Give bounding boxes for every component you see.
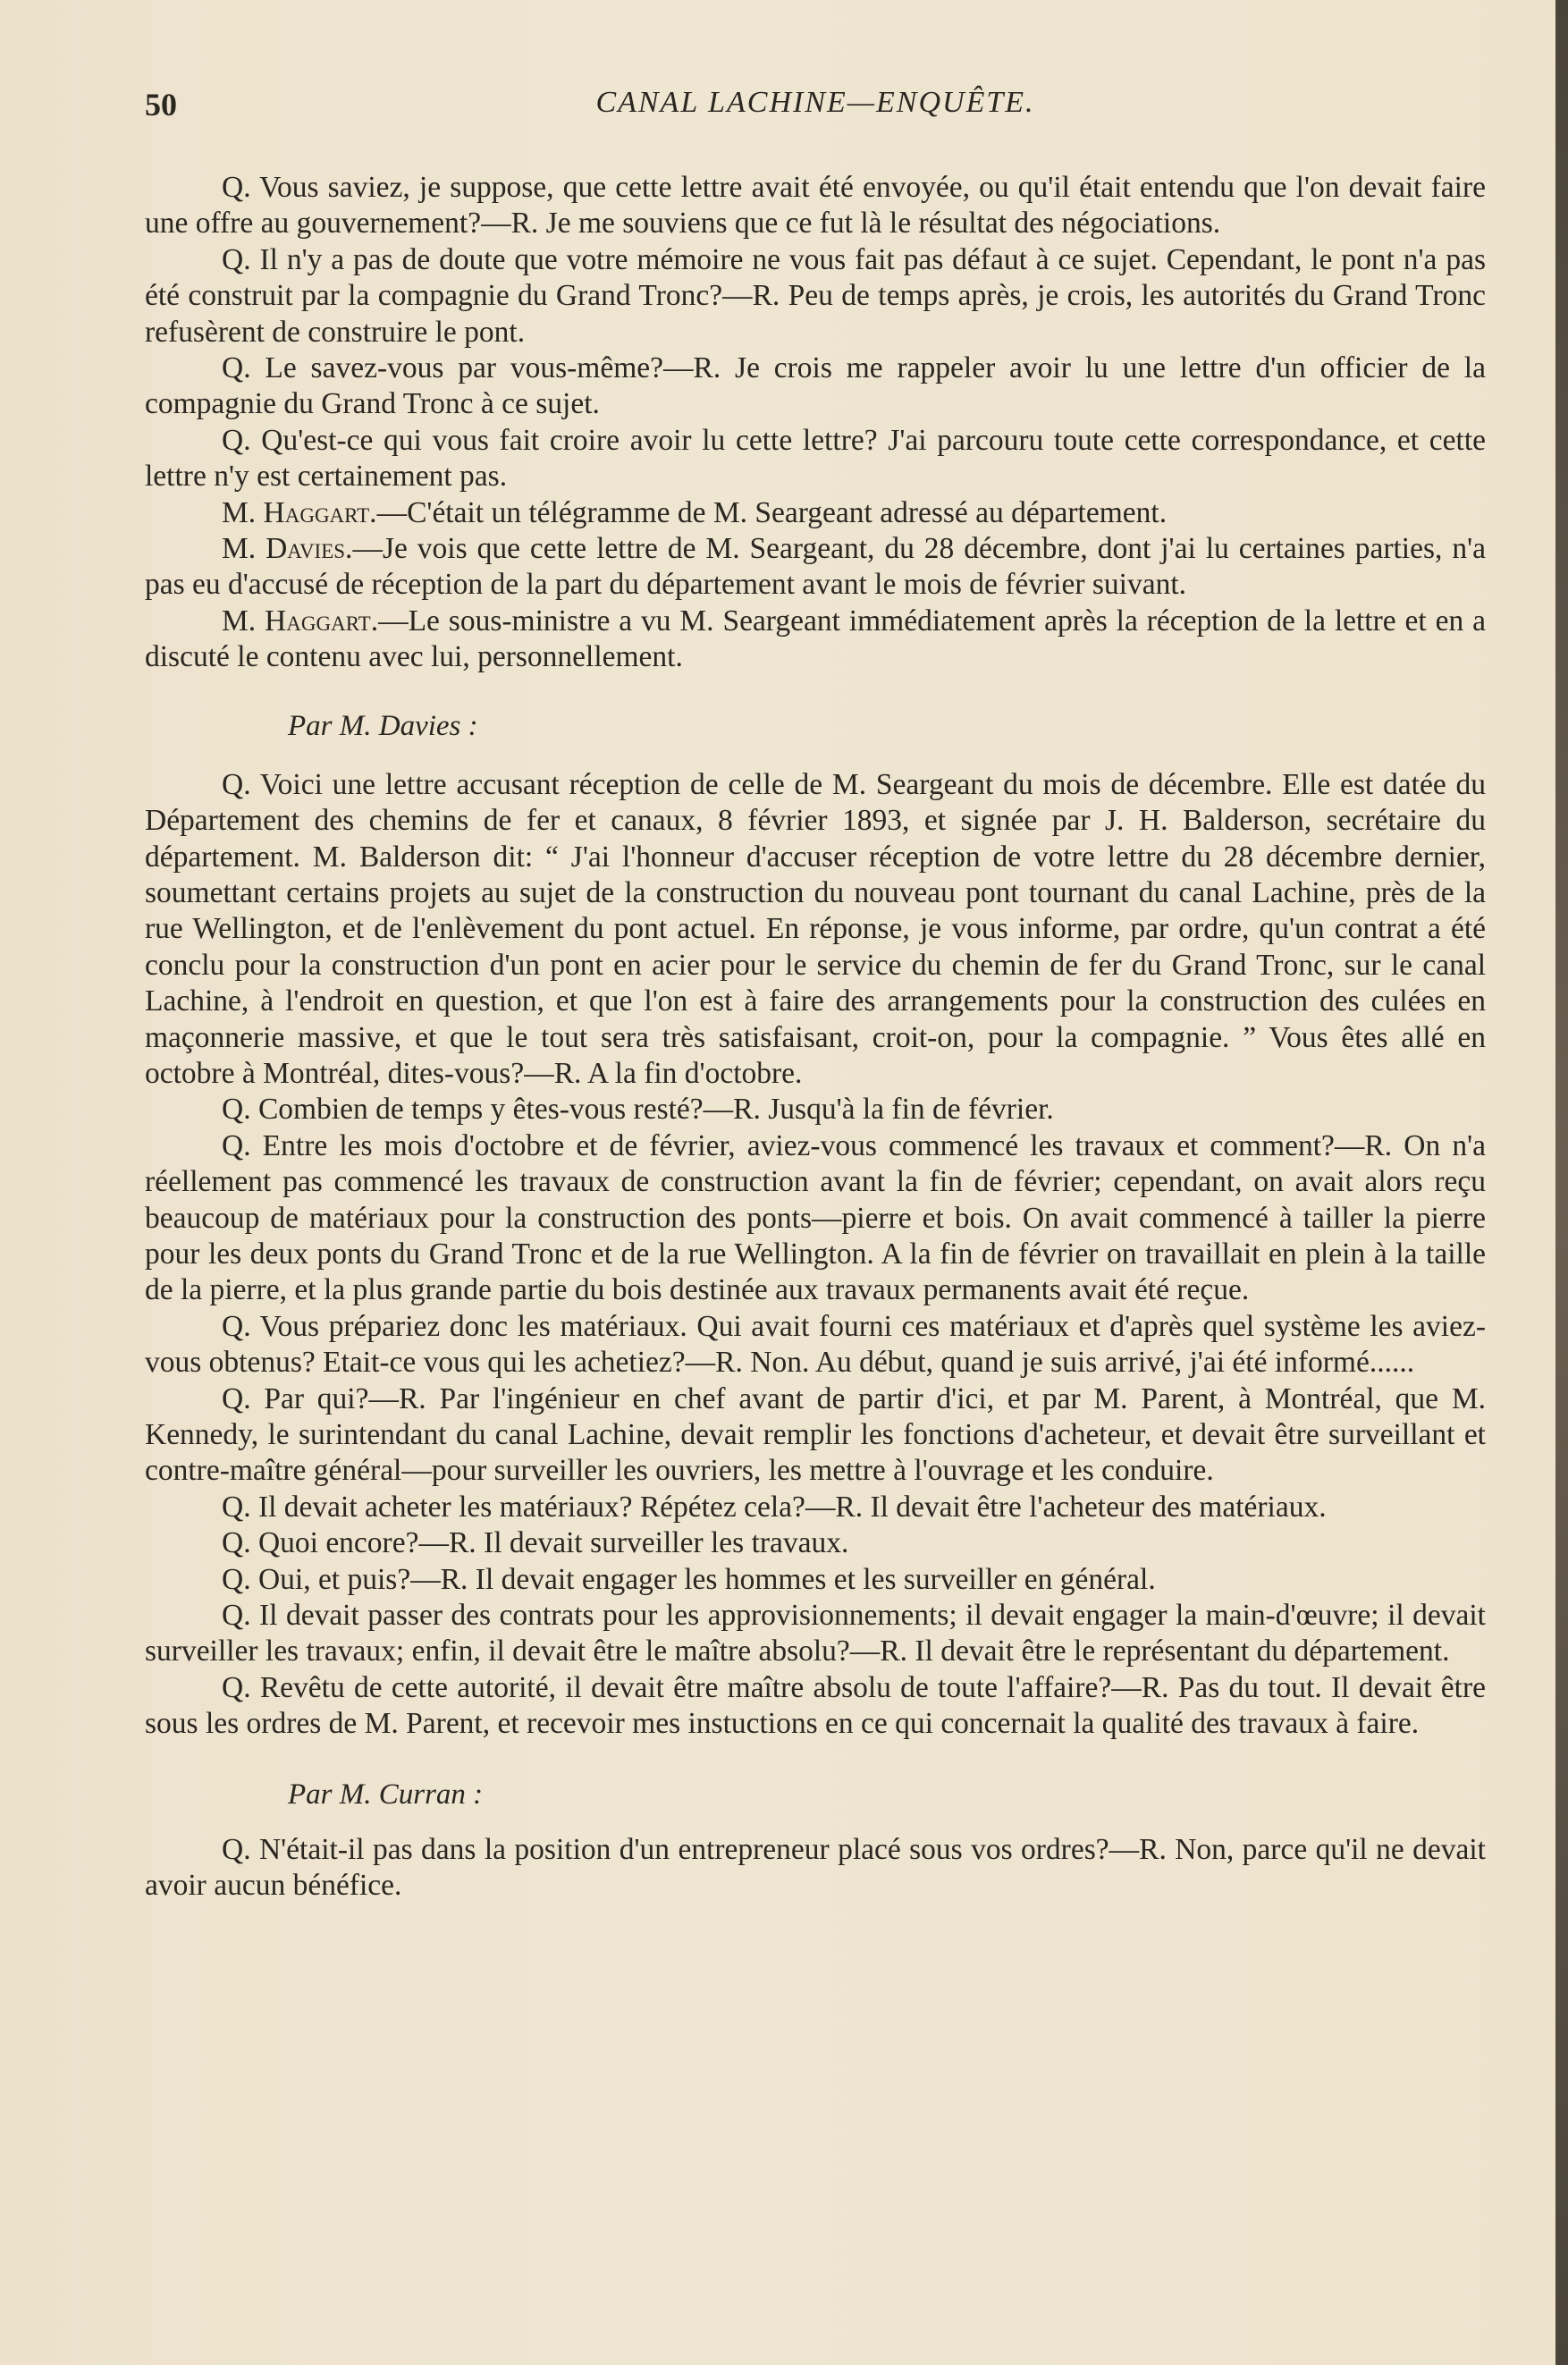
speech-paragraph (145, 495, 1486, 531)
page-header (145, 86, 1486, 131)
paragraph: Q. Combien de temps y êtes-vous resté?—R. Jusqu'à la fin de février. (222, 1093, 1054, 1127)
paragraph: Q. Par qui?—R. Par l'ingénieur en chef avant de partir d'ici, et par M. Parent, à Montréal, que M. Kennedy, le surintendant du canal Lachine, devait remplir les fonctions d'acheteur, et devait être surveillant et contre-maître général—pour surveiller les ouvriers, les mettre à l'ouvrage et les conduire. (145, 1381, 1486, 1488)
paragraph: Q. N'était-il pas dans la position d'un entrepreneur placé sous vos ordres?—R. Non, parce qu'il ne devait avoir aucun bénéfice. (145, 1832, 1486, 1903)
paragraph: Q. Oui, et puis?—R. Il devait engager les hommes et les surveiller en général. (222, 1562, 1156, 1596)
section-heading: Par M. Curran : (288, 1778, 484, 1811)
page-edge (1555, 0, 1568, 2365)
paragraph: Q. Entre les mois d'octobre et de février, aviez-vous commencé les travaux et comment?—R. On n'a réellement pas commencé les travaux de construction avant la fin de février; cependant, on avait alors reçu beaucoup de matériaux pour la construction des ponts—pierre et bois. On avait commencé à tailler la pierre pour les deux ponts du Grand Tronc et de la rue Wellington. A la fin de février on travaillait en plein à la taille de la pierre, et la plus grande partie du bois destinée aux travaux permanents avait été reçue. (145, 1128, 1486, 1307)
paragraph: Q. Il devait passer des contrats pour les approvisionnements; il devait engager la main-d'œuvre; il devait surveiller les travaux; enfin, il devait être le maître absolu?—R. Il devait être le représentant du département. (145, 1599, 1486, 1668)
speaker-name: M. Davies. (222, 532, 353, 566)
speech-paragraph (145, 531, 1486, 604)
paragraph: Q. Qu'est-ce qui vous fait croire avoir lu cette lettre? J'ai parcouru toute cette correspondance, et cette lettre n'y est certainement pas. (145, 423, 1486, 494)
paragraph: Q. Il devait acheter les matériaux? Répétez cela?—R. Il devait être l'acheteur des matériaux. (222, 1490, 1327, 1524)
paragraph: Q. Revêtu de cette autorité, il devait être maître absolu de toute l'affaire?—R. Pas du tout. Il devait être sous les ordres de M. Parent, et recevoir mes instuctions en ce qui concernait la qualité des travaux à faire. (145, 1670, 1486, 1741)
paragraph: Q. Quoi encore?—R. Il devait surveiller les travaux. (222, 1526, 849, 1560)
speech-text: —C'était un télégramme de M. Seargeant adressé au département. (376, 495, 1168, 529)
speech-text: —Le sous-ministre a vu M. Seargeant immédiatement après la réception de la lettre et en a discuté le contenu avec lui, personnellement. (145, 604, 1486, 674)
speech-paragraph (145, 604, 1486, 676)
speech-text: —Je vois que cette lettre de M. Seargeant, du 28 décembre, dont j'ai lu certaines parties, n'a pas eu d'accusé de réception de la part du département avant le mois de février suivant. (145, 532, 1486, 602)
speaker-name: M. Haggart. (222, 604, 379, 638)
running-title: CANAL LACHINE—ENQUÊTE. (595, 86, 1035, 119)
paragraph: Q. Vous prépariez donc les matériaux. Qui avait fourni ces matériaux et d'après quel système les aviez-vous obtenus? Etait-ce vous qui les achetiez?—R. Non. Au début, quand je suis arrivé, j'ai été informé...... (145, 1309, 1486, 1380)
speaker-name: M. Haggart. (222, 495, 377, 529)
section-heading: Par M. Davies : (288, 709, 478, 742)
paragraph: Q. Voici une lettre accusant réception de celle de M. Seargeant du mois de décembre. Elle est datée du Département des chemins de fer et canaux, 8 février 1893, et signée par J. H. Balderson, secrétaire du département. M. Balderson dit: “ J'ai l'honneur d'accuser réception de votre lettre du 28 décembre dernier, soumettant certains projets au sujet de la construction du nouveau pont tournant du canal Lachine, près de la rue Wellington, et de l'enlèvement du pont actuel. En réponse, je vous informe, par ordre, qu'un contrat a été conclu pour la construction d'un pont en acier pour le service du chemin de fer du Grand Tronc, sur le canal Lachine, à l'endroit en question, et que l'on est à faire des arrangements pour la construction des culées en maçonnerie massive, et que le tout sera très satisfaisant, croit-on, pour la compagnie. ” Vous êtes allé en octobre à Montréal, dites-vous?—R. A la fin d'octobre. (145, 767, 1486, 1090)
paragraph: Q. Le savez-vous par vous-même?—R. Je crois me rappeler avoir lu une lettre d'un officier de la compagnie du Grand Tronc à ce sujet. (145, 351, 1486, 421)
paragraph: Q. Il n'y a pas de doute que votre mémoire ne vous fait pas défaut à ce sujet. Cependant, le pont n'a pas été construit par la compagnie du Grand Tronc?—R. Peu de temps après, je crois, les autorités du Grand Tronc refusèrent de construire le pont. (145, 242, 1486, 349)
paragraph: Q. Vous saviez, je suppose, que cette lettre avait été envoyée, ou qu'il était entendu que l'on devait faire une offre au gouvernement?—R. Je me souviens que ce fut là le résultat des négociations. (145, 171, 1486, 241)
page-number: 50 (145, 87, 177, 122)
page-body (145, 170, 1486, 1904)
